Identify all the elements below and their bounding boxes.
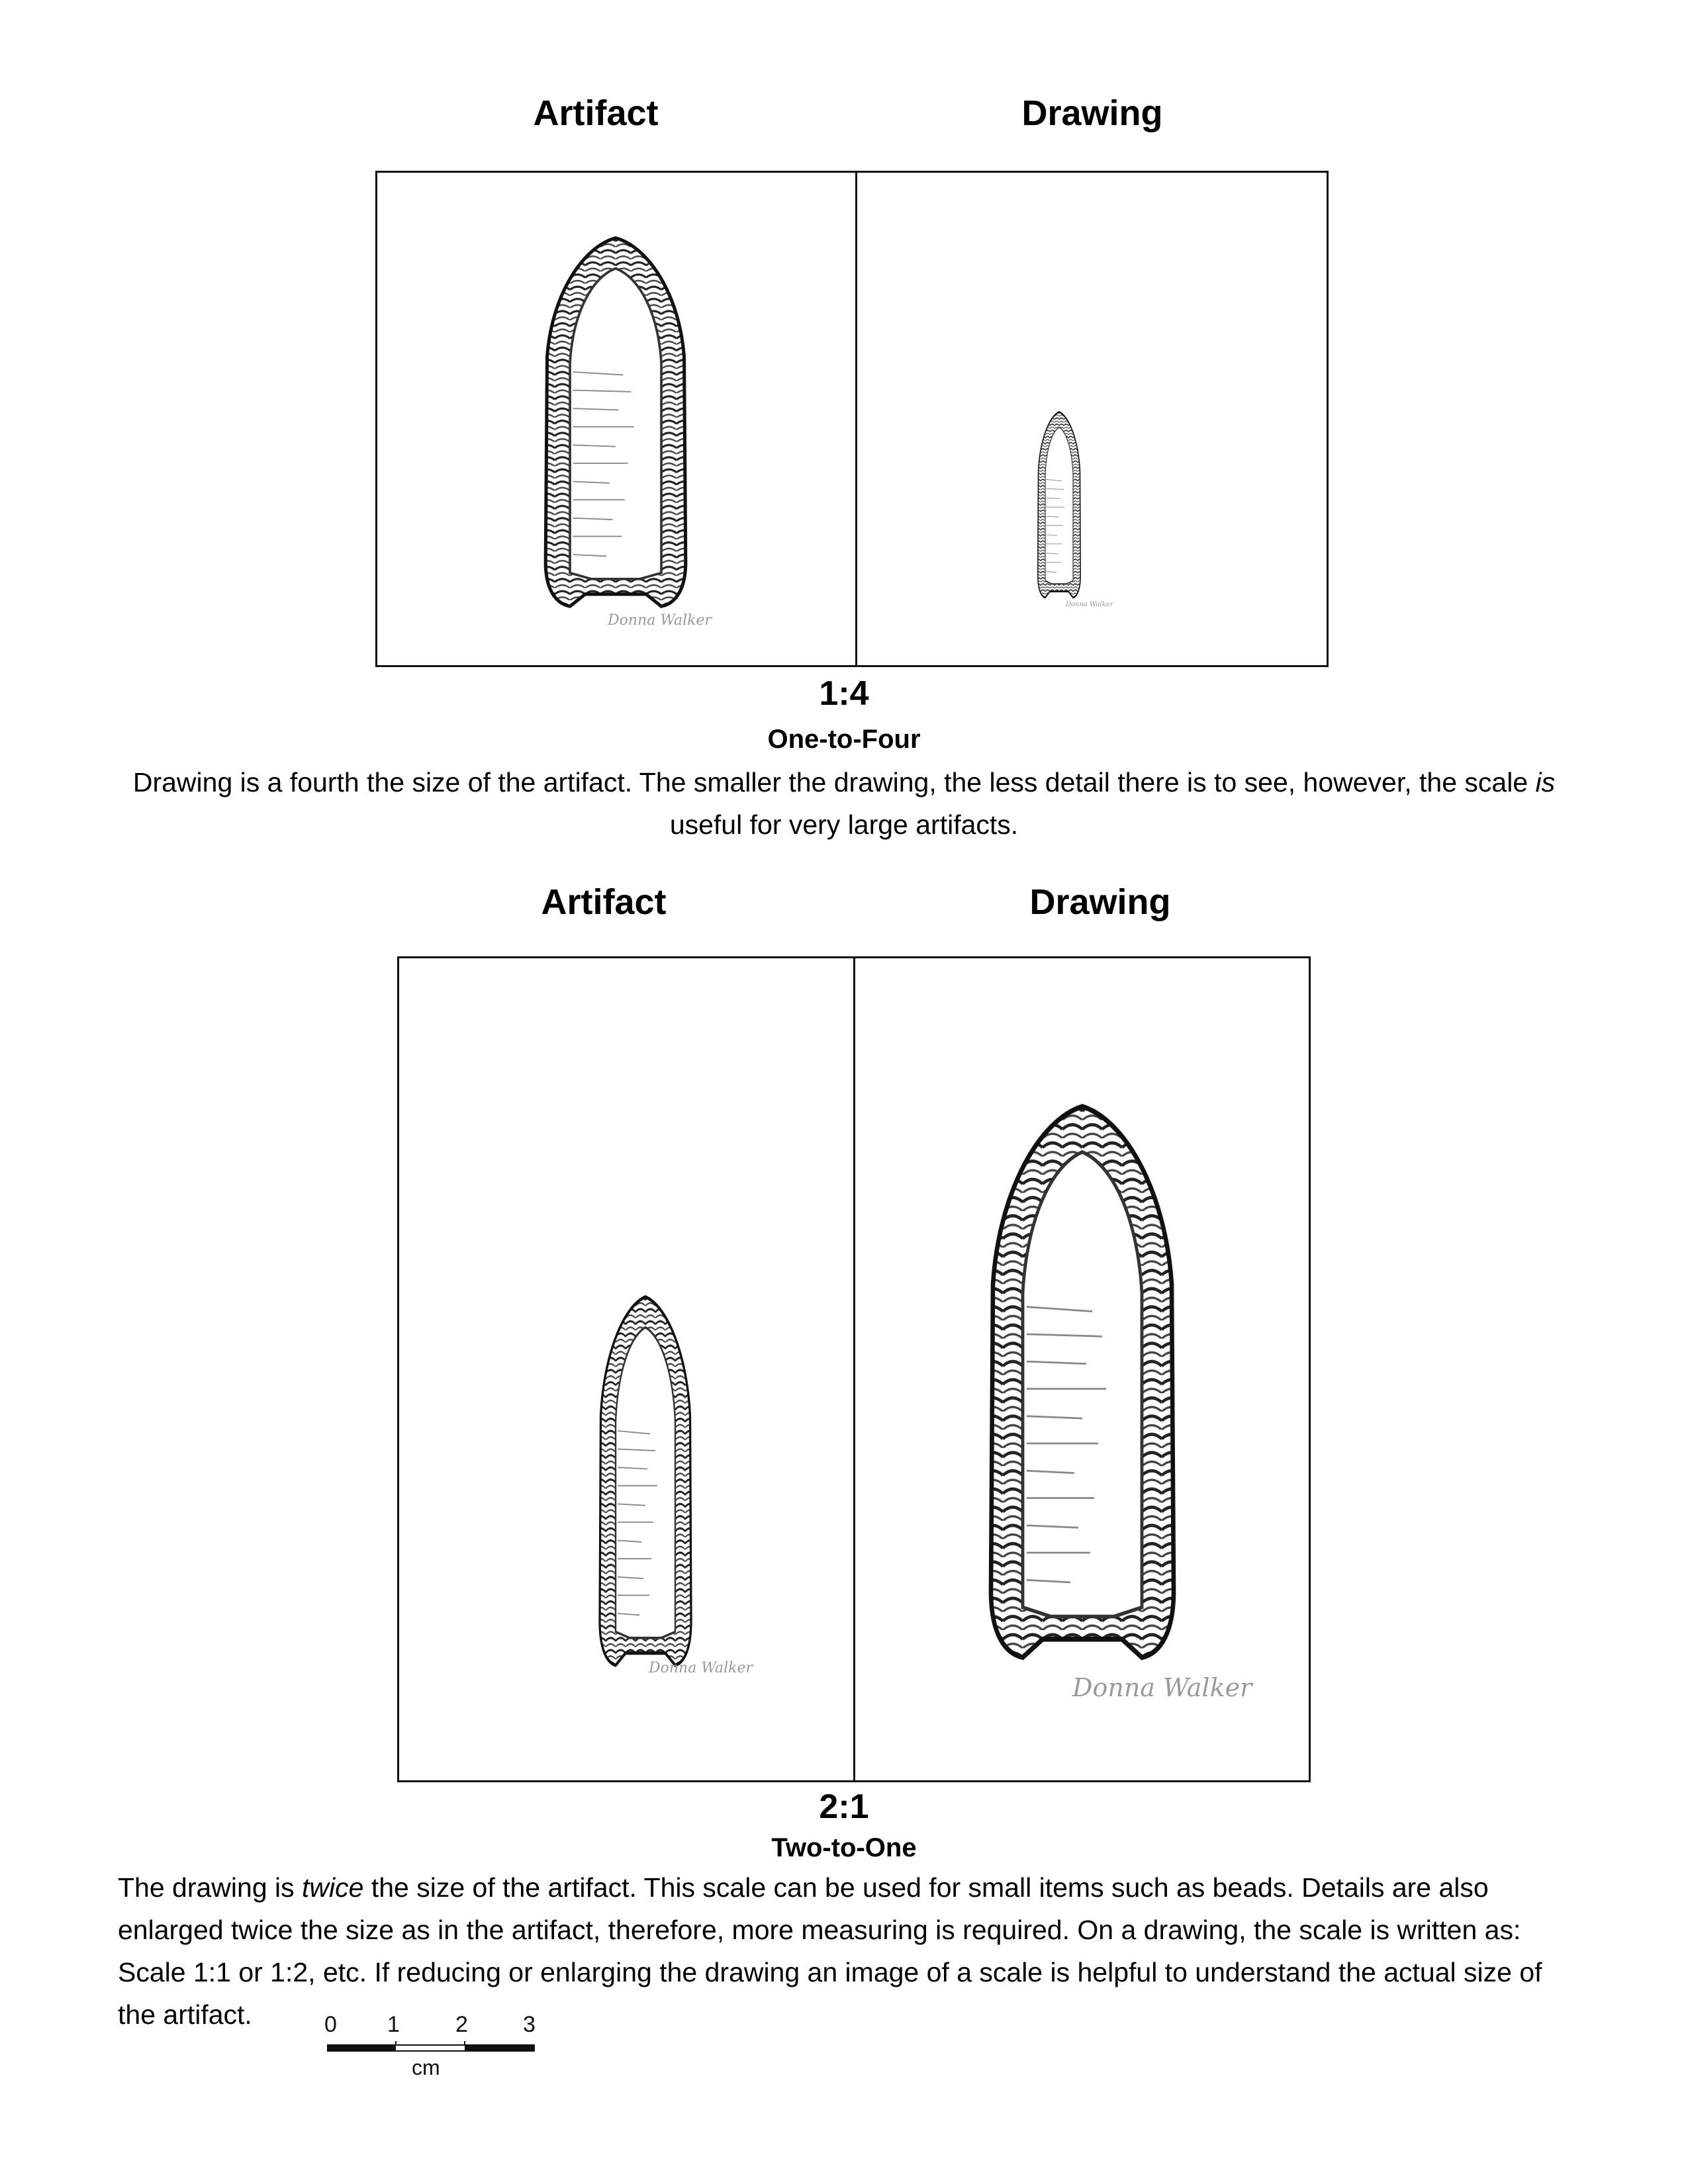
- scale-bar: [318, 2012, 549, 2091]
- description-2-emphasis: twice: [302, 1872, 364, 1903]
- signature-artifact-2: Donna Walker: [649, 1660, 753, 1676]
- scale-ratio-1: 1:4: [819, 674, 869, 713]
- description-2-text-cont: the size of the artifact. This scale can be used for small items such as beads. Details are also enlarged twice the size as in the artifact, therefore, more measuring is required. On a drawing, the scale is written as: Scale 1:1 or 1:2, etc. If reducing or enlarging the drawing an image of a scale is helpful to understand the actual size of the artifact.: [118, 1872, 1542, 2030]
- figure-frame-1: [375, 171, 1329, 667]
- drawing-heading-1: Drawing: [1021, 93, 1163, 133]
- artifact-heading-1: Artifact: [533, 93, 659, 133]
- scale-tick-0: 0: [324, 2012, 337, 2037]
- description-1-emphasis: is: [1535, 767, 1556, 797]
- description-1-text: Drawing is a fourth the size of the artifact. The smaller the drawing, the less detail there is to see, however, the scale: [132, 767, 1536, 797]
- artifact-heading-2: Artifact: [541, 882, 667, 922]
- projectile-point-drawing-icon: [983, 1102, 1182, 1671]
- drawing-heading-2: Drawing: [1029, 882, 1171, 922]
- scale-ratio-2: 2:1: [819, 1788, 869, 1826]
- description-1-text-cont: useful for very large artifacts.: [669, 809, 1019, 840]
- scale-tick-1: 1: [387, 2012, 400, 2037]
- description-2: [118, 1866, 1577, 2036]
- scale-ratio-name-1: One-to-Four: [767, 725, 921, 754]
- projectile-point-drawing-icon: [1036, 410, 1082, 602]
- projectile-point-drawing-icon: [539, 235, 692, 615]
- scale-tick-2: 2: [455, 2012, 468, 2037]
- description-2-text: The drawing is: [118, 1872, 303, 1903]
- figure-divider-1: [855, 173, 857, 665]
- signature-drawing-1: Donna Walker: [1066, 601, 1113, 608]
- scale-tick-3: 3: [523, 2012, 536, 2037]
- figure-divider-2: [853, 958, 855, 1780]
- scale-ratio-name-2: Two-to-One: [771, 1833, 917, 1862]
- signature-artifact-1: Donna Walker: [608, 612, 712, 629]
- projectile-point-drawing-icon: [596, 1294, 695, 1674]
- scale-bar-graphic: [327, 2041, 535, 2054]
- scale-unit: cm: [412, 2056, 440, 2079]
- description-1: [99, 761, 1589, 846]
- signature-drawing-2: Donna Walker: [1072, 1673, 1252, 1702]
